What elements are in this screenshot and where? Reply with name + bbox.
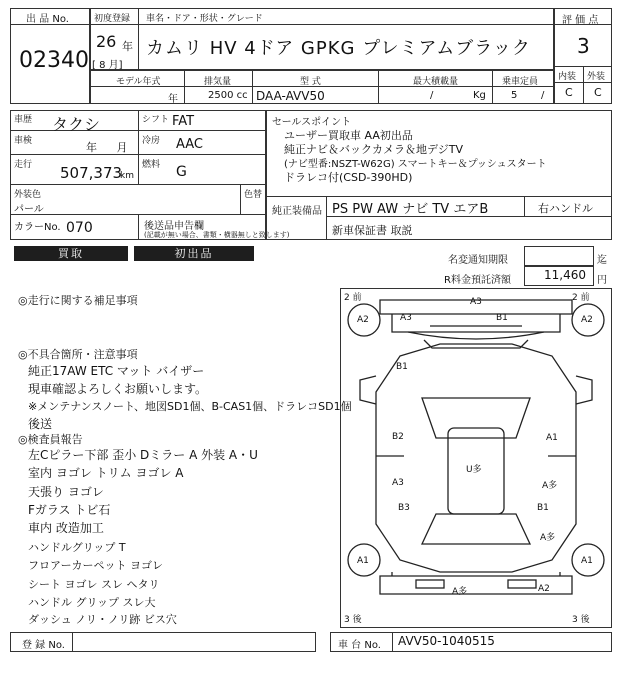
rear-label: 3 後 <box>572 615 590 625</box>
car-title: カムリ HV 4ドア GPKG プレミアムブラック <box>146 38 531 59</box>
defect-line: ※メンテナンスノート、地図SD1個、B-CAS1個、ドラレコSD1個 <box>28 400 352 413</box>
cond-rear-bumper-right: A2 <box>538 584 550 594</box>
color-no-value: 070 <box>66 220 93 236</box>
deadline-label: 名変通知期限 <box>448 255 508 266</box>
inspector-line: 室内 ヨゴレ トリム ヨゴレ A <box>28 466 184 480</box>
inspector-line: フロアーカーペット ヨゴレ <box>28 559 163 572</box>
cond-rear-right-wheel: A1 <box>581 556 593 566</box>
inspector-title: ◎検査員報告 <box>18 433 83 446</box>
first-listing-badge: 初出品 <box>134 246 254 261</box>
cond-front-bumper-top: A3 <box>470 297 482 307</box>
capacity-sep: / <box>541 90 545 101</box>
cond-rear-left-wheel: A1 <box>357 556 369 566</box>
ac-value: AAC <box>176 137 203 152</box>
history-value: タクシ <box>52 115 101 134</box>
doc-label: 後送品申告欄 <box>144 221 204 232</box>
fuel-value: G <box>176 164 187 180</box>
ext-color-value: パール <box>14 204 44 215</box>
score-label: 評 価 点 <box>562 15 599 26</box>
shift-value: FAT <box>172 114 195 129</box>
cond-left-front-door: B2 <box>392 432 404 442</box>
score-value: 3 <box>577 34 590 58</box>
reg-year: 26 <box>96 32 117 51</box>
inspection-value: 年 月 <box>86 141 128 154</box>
cond-rear-bumper: A多 <box>452 587 468 597</box>
interior-label: 内装 <box>558 72 577 82</box>
model-label: 型 式 <box>300 77 321 87</box>
recycle-value: 11,460 <box>544 268 586 282</box>
max-load-unit: Kg <box>473 90 486 101</box>
sales-line: ドラレコ付(CSD-390HD) <box>284 171 413 184</box>
buy-badge: 買取 <box>14 246 128 261</box>
driving-notes-title: ◎走行に関する補足事項 <box>18 294 138 307</box>
reg-year-unit: 年 <box>122 40 133 53</box>
cond-roof: U多 <box>466 465 482 475</box>
cond-left-fender: B1 <box>396 362 408 372</box>
doc-note: (記載が無い場合、書類・横器無しと致します) <box>144 231 290 239</box>
exterior-grade: C <box>594 86 602 99</box>
sales-title: セールスポイント <box>272 117 352 128</box>
name-label: 車名・ドア・形状・グレード <box>146 14 263 24</box>
front-label: 2 前 <box>572 293 590 303</box>
warranty-docs: 新車保証書 取説 <box>332 224 413 237</box>
cond-right-front-door: A1 <box>546 433 558 443</box>
history-label: 車歴 <box>14 115 33 125</box>
inspector-line: 左Cピラー下部 歪小 Dミラー A 外装 A・U <box>28 448 258 462</box>
recycle-label: R料金預託済額 <box>444 275 511 286</box>
displacement: 2500 cc <box>208 90 248 101</box>
inspector-line: ダッシュ ノリ・ノリ跡 ビス穴 <box>28 613 177 626</box>
handle-side: 右ハンドル <box>538 202 593 215</box>
defect-line: 現車確認よろしくお願いします。 <box>28 382 208 396</box>
cond-front-bumper: B1 <box>496 313 508 323</box>
cond-right-rear-door: A多 <box>542 481 558 491</box>
mileage-unit: km <box>120 171 134 181</box>
reg-month: [ 8 月] <box>92 60 123 71</box>
defect-line: 純正17AW ETC マット バイザー <box>28 364 205 378</box>
fuel-label: 燃料 <box>142 160 161 170</box>
chassis-label: 車 台 No. <box>338 640 381 651</box>
sales-line: 純正ナビ＆バックカメラ＆地デジTV <box>284 143 464 156</box>
color-no-label: カラーNo. <box>14 222 61 233</box>
displacement-label: 排気量 <box>204 77 232 87</box>
mileage-label: 走行 <box>14 160 33 170</box>
inspector-line: ハンドル グリップ スレ大 <box>28 596 156 609</box>
capacity-label: 乗車定員 <box>502 77 539 87</box>
cond-right-quarter: B1 <box>537 503 549 513</box>
defect-line: 後送 <box>28 417 53 431</box>
lot-number: 02340 <box>19 48 89 73</box>
cond-front-bumper-left: A3 <box>400 313 412 323</box>
ac-label: 冷房 <box>142 136 161 146</box>
mileage-value: 507,373 <box>60 164 123 182</box>
inspector-line: 天張り ヨゴレ <box>28 485 104 499</box>
inspector-line: Fガラス トビ石 <box>28 503 111 517</box>
capacity: 5 <box>511 90 518 101</box>
rear-label: 3 後 <box>344 615 362 625</box>
cond-right-quarter-2: A多 <box>540 533 556 543</box>
inspection-label: 車検 <box>14 136 33 146</box>
deadline-unit: 迄 <box>597 255 607 266</box>
car-outline <box>340 288 612 628</box>
model-year-label: モデル年式 <box>116 77 161 87</box>
color-change-label: 色替 <box>244 190 263 200</box>
equipment-label: 純正装備品 <box>272 206 322 217</box>
shift-label: シフト <box>142 115 170 125</box>
ext-color-label: 外装色 <box>14 190 42 200</box>
max-load-sep: / <box>430 90 434 101</box>
exterior-label: 外装 <box>587 72 606 82</box>
model-year-unit: 年 <box>168 94 178 105</box>
cond-left-rear-door: A3 <box>392 478 404 488</box>
defects-title: ◎不具合箇所・注意事項 <box>18 348 138 361</box>
cond-left-quarter: B3 <box>398 503 410 513</box>
deadline-box <box>524 246 594 266</box>
recycle-unit: 円 <box>597 275 607 286</box>
chassis-number: AVV50-1040515 <box>398 634 495 648</box>
reg-label: 登 録 No. <box>22 640 65 651</box>
max-load-label: 最大積載量 <box>413 77 459 87</box>
first-reg-label: 初度登録 <box>94 14 131 24</box>
inspector-line: ハンドルグリップ T <box>28 541 126 554</box>
cond-front-left-wheel: A2 <box>357 315 369 325</box>
equipment-value: PS PW AW ナビ TV エアB <box>332 202 489 217</box>
inspector-line: シート ヨゴレ スレ ヘタリ <box>28 578 160 591</box>
sales-line: (ナビ型番:NSZT-W62G) スマートキー＆プッシュスタート <box>284 159 547 170</box>
inspector-line: 車内 改造加工 <box>28 521 104 535</box>
interior-grade: C <box>565 86 573 99</box>
front-label: 2 前 <box>344 293 362 303</box>
model-code: DAA-AVV50 <box>256 89 325 103</box>
lot-label: 出 品 No. <box>26 14 69 25</box>
cond-front-right-wheel: A2 <box>581 315 593 325</box>
sales-line: ユーザー買取車 AA初出品 <box>284 129 413 142</box>
